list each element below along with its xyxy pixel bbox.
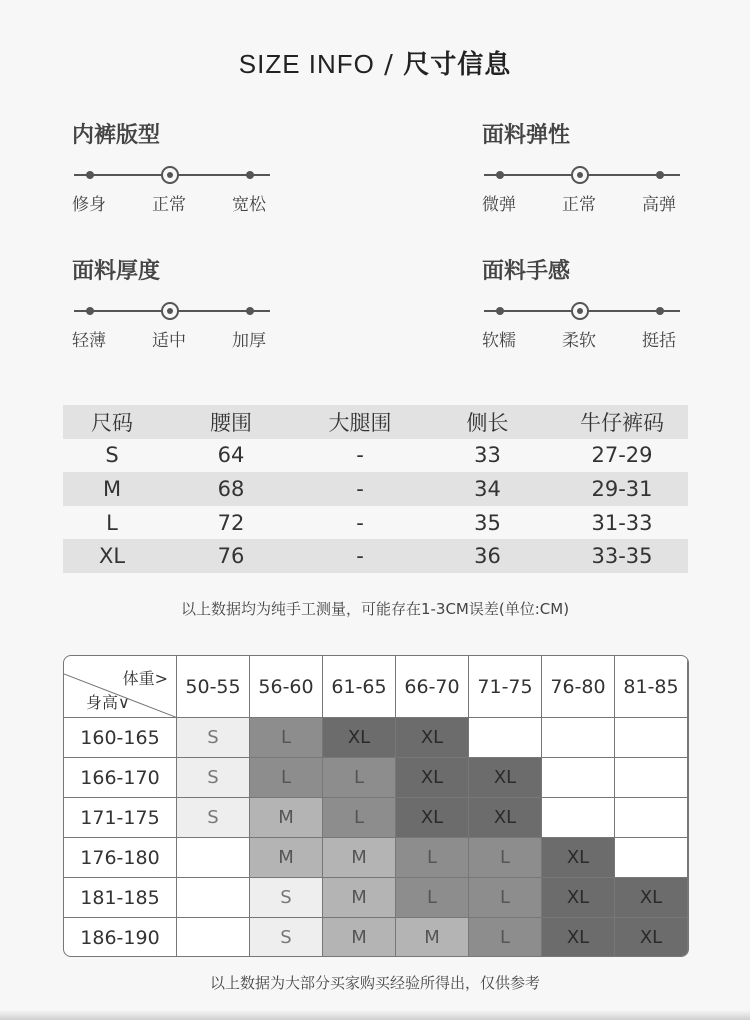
size-table [63,405,688,573]
height-header: 171-175 [64,798,177,838]
scale-title: 内裤版型 [72,123,161,148]
table-cell: - [301,472,419,506]
fit-chart-cell: L [469,838,542,878]
table-row [63,472,688,506]
column-header: 侧长 [419,405,556,439]
fit-chart-cell: S [177,758,250,798]
scale-dot [246,171,254,179]
table-cell: XL [63,539,161,573]
title-en: SIZE INFO [238,49,375,79]
scale-selected-marker [571,302,589,320]
weight-header: 76-80 [542,656,615,718]
fit-chart-cell [542,718,615,758]
fit-chart-cell [542,798,615,838]
height-header: 186-190 [64,918,177,958]
scale-title: 面料厚度 [72,259,161,284]
fit-chart-cell [615,718,688,758]
table-cell: L [106,510,118,535]
fit-chart-cell: XL [396,798,469,838]
table-cell: 72 [217,510,245,535]
scale-dot [246,307,254,315]
table-cell: 33-35 [556,539,688,573]
fit-chart-cell [177,878,250,918]
table-cell: 35 [474,510,501,535]
fit-chart-cell: M [250,798,323,838]
column-header: 牛仔裤码 [556,405,688,439]
fit-chart-cell: L [469,918,542,958]
scale-label: 软糯 [482,331,516,351]
fit-chart-cell: L [396,838,469,878]
fit-chart-cell: S [250,878,323,918]
fit-chart-cell [542,758,615,798]
fit-chart-cell: S [177,798,250,838]
height-header: 181-185 [64,878,177,918]
fit-chart-cell: XL [469,798,542,838]
height-axis-label: 身高∨ [86,693,130,712]
scale-selected-marker [161,302,179,320]
scale-thickness [72,254,282,354]
table-row [63,439,688,473]
fit-chart-row [64,758,688,798]
fit-chart-cell: XL [396,758,469,798]
fit-chart-cell: L [469,878,542,918]
table-row [63,506,688,540]
scale-dot [496,171,504,179]
fit-chart-header-row [64,656,688,718]
scale-hand-feel [482,254,692,354]
measurement-note: 以上数据均为纯手工测量，可能存在1-3CM误差(单位:CM) [180,600,570,618]
fit-chart-cell: S [177,718,250,758]
table-cell: - [356,510,364,535]
fit-chart-cell: M [396,918,469,958]
scale-label: 挺括 [642,331,676,351]
scale-label: 正常 [152,195,186,215]
table-cell: - [356,443,364,468]
scale-label: 正常 [562,195,596,215]
fit-chart-cell: M [323,838,396,878]
table-row [63,539,688,573]
fit-chart-row [64,838,688,878]
fit-chart-row [64,718,688,758]
fit-chart-cell [615,758,688,798]
scale-label: 柔软 [562,331,596,351]
fit-chart-body [64,718,688,958]
table-cell: 27-29 [591,443,653,468]
scale-label: 适中 [152,331,186,351]
fit-chart-row [64,798,688,838]
fit-chart-cell: S [250,918,323,958]
fit-chart-cell [615,838,688,878]
scale-label: 轻薄 [72,331,106,351]
scale-label: 修身 [72,195,106,215]
scale-fit [72,118,282,218]
scale-dot [496,307,504,315]
column-header: 大腿围 [301,405,419,439]
table-cell: 34 [419,472,556,506]
scale-label: 宽松 [232,195,266,215]
scale-selected-marker [161,166,179,184]
table-cell: - [301,539,419,573]
table-cell: 36 [419,539,556,573]
fit-chart-cell [469,718,542,758]
scale-label: 高弹 [642,195,676,215]
fit-chart-corner [64,656,177,718]
fit-chart-cell: L [323,758,396,798]
weight-header: 61-65 [323,656,396,718]
scale-label: 加厚 [232,331,266,351]
weight-header: 71-75 [469,656,542,718]
height-header: 160-165 [64,718,177,758]
fit-chart-table [63,655,688,957]
scale-dot [86,171,94,179]
weight-header: 81-85 [615,656,688,718]
weight-header: 66-70 [396,656,469,718]
scale-selected-marker [571,166,589,184]
table-cell: M [63,472,161,506]
fit-chart-cell [177,918,250,958]
table-cell: 29-31 [556,472,688,506]
table-header-row [63,405,688,439]
weight-header: 56-60 [250,656,323,718]
column-header: 腰围 [161,405,301,439]
fit-chart-cell: XL [615,918,688,958]
weight-axis-label: 体重> [122,669,168,688]
fit-chart-cell [615,798,688,838]
table-cell: 64 [217,443,245,468]
fit-chart-cell: XL [469,758,542,798]
fit-chart-cell: XL [615,878,688,918]
fit-chart-note: 以上数据为大部分买家购买经验所得出，仅供参考 [209,974,540,992]
table-cell: 33 [474,443,501,468]
scale-dot [656,171,664,179]
title-separator: / [374,50,404,80]
fit-chart-cell: L [250,758,323,798]
fit-chart-row [64,878,688,918]
scale-elasticity [482,118,692,218]
fit-chart-cell: XL [542,878,615,918]
table-cell: S [105,443,119,468]
fit-chart-cell: M [323,878,396,918]
table-cell: 76 [161,539,301,573]
fit-chart-cell: XL [542,838,615,878]
page-title [0,44,750,81]
table-cell: 31-33 [591,510,653,535]
weight-header: 50-55 [177,656,250,718]
table-cell: 68 [161,472,301,506]
fit-chart-cell: L [250,718,323,758]
scale-dot [86,307,94,315]
bottom-shadow-bar [0,1010,750,1020]
height-header: 166-170 [64,758,177,798]
fit-chart [63,655,689,957]
fit-chart-cell: M [250,838,323,878]
fit-chart-cell: L [323,798,396,838]
fit-chart-cell [177,838,250,878]
scale-title: 面料手感 [482,259,571,284]
scale-title: 面料弹性 [482,123,571,148]
fit-chart-row [64,918,688,958]
height-header: 176-180 [64,838,177,878]
fit-chart-cell: L [396,878,469,918]
fit-chart-cell: XL [323,718,396,758]
fit-chart-cell: M [323,918,396,958]
scale-dot [656,307,664,315]
column-header: 尺码 [63,405,161,439]
fit-chart-cell: XL [542,918,615,958]
title-cn: 尺寸信息 [403,50,512,80]
fit-chart-cell: XL [396,718,469,758]
scale-label: 微弹 [482,195,516,215]
